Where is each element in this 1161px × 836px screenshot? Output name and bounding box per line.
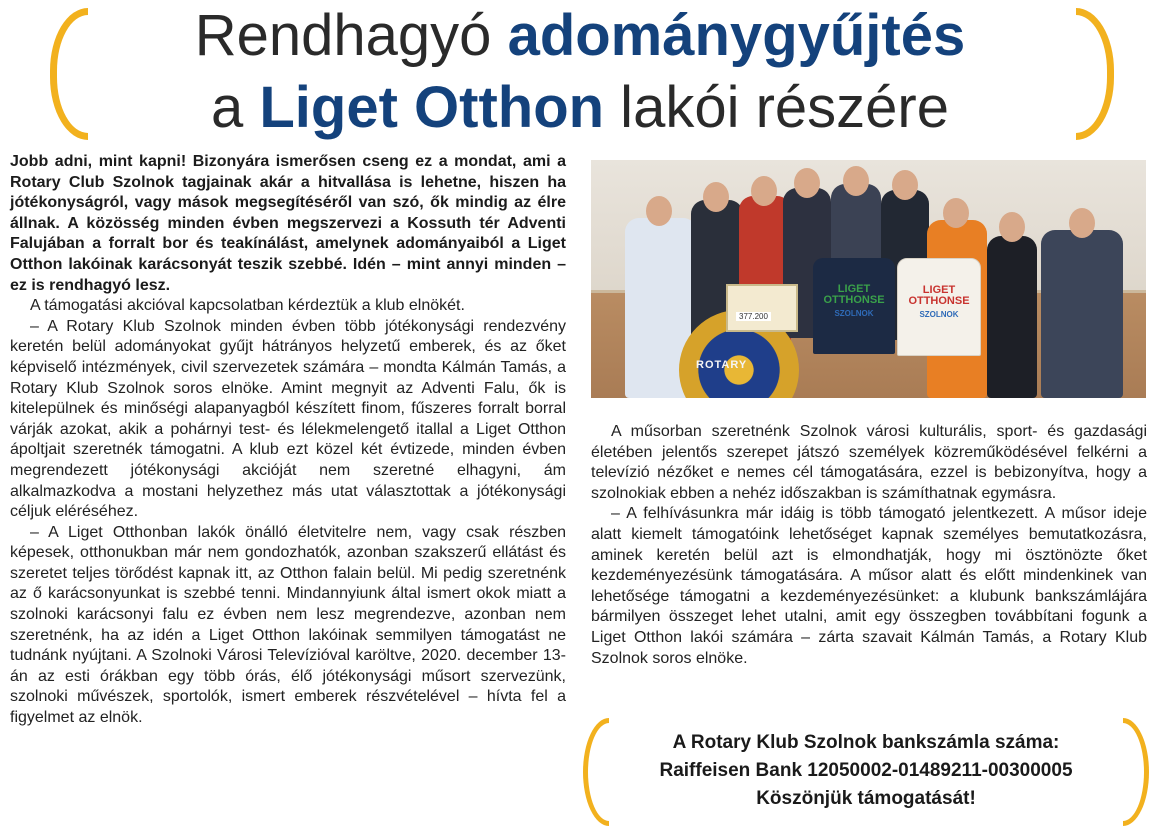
rotary-wheel-label: ROTARY xyxy=(696,359,748,371)
photo-person xyxy=(987,236,1037,398)
photo-person-head xyxy=(843,166,869,196)
shirt-text-line2: OTTHONSE xyxy=(908,295,970,307)
shirt-sub-text: SZOLNOK xyxy=(919,310,959,319)
lead-paragraph: Jobb adni, mint kapni! Bizonyára ismerősen cseng ez a mondat, ami a Rotary Club Szolnok tagjainak akár a hitvallása is lehetne, hiszen ha jótékonyságról, vagy mások megsegítéséről van szó, ők mindig az élre állnak. A közösség minden évben megszervezi a Kossuth tér Adventi Falujában a forralt bor és teakínálást, amelynek adományaiból a Liget Otthon lakóinak karácsonyát teszik szebbé. Idén – mint annyi minden – ez is rendhagyó lesz. xyxy=(10,153,566,294)
shirt-text-line1: LIGET xyxy=(837,283,871,295)
article-right-column xyxy=(591,422,1147,669)
headline-line1-normal: Rendhagyó xyxy=(194,3,508,68)
bank-thanks: Köszönjük támogatását! xyxy=(756,788,976,809)
headline-line2-end: lakói részére xyxy=(604,75,949,140)
article-left-column xyxy=(10,152,566,729)
headline-line-1 xyxy=(40,4,1120,68)
white-tshirt-print xyxy=(904,285,974,320)
photo-person-head xyxy=(703,182,729,212)
shirt-sub-text: SZOLNOK xyxy=(834,309,874,318)
body-paragraph: – A Rotary Klub Szolnok minden évben több jótékonysági rendezvény keretén belül adományokat gyűjt hátrányos helyzetű emberek, és az őket képviselő intézmények, civil szervezetek számára – mondta Kálmán Tamás, a Rotary Klub Szolnok soros elnöke. Amint megnyit az Adventi Falu, ők is kitelepülnek és minőségi alapanyagból készített finom, fűszeres forralt borral várják azokat, akik a pohárnyi test- és lélekmelengető itallal a Liget Otthon ápoltjait szeretnék támogatni. A klub ezt közel két évtizede, minden évben megrendezett jótékonysági akcióját nem szeretné elhagyni, ám alkalmazkodva a mostani helyzethez más utat választottak a jótékonysági céljuk eléréséhez. xyxy=(10,317,566,521)
white-tshirt xyxy=(897,258,981,356)
dark-tshirt xyxy=(813,258,895,354)
headline-line2-strong: Liget Otthon xyxy=(259,75,605,140)
photo-person-head xyxy=(646,196,672,226)
photo-person-head xyxy=(943,198,969,228)
photo-person-head xyxy=(1069,208,1095,238)
photo-person-head xyxy=(892,170,918,200)
headline xyxy=(40,0,1120,150)
photo-person-head xyxy=(794,168,820,198)
bank-account-box xyxy=(583,718,1149,826)
photo-person xyxy=(1041,230,1123,398)
photo-person-head xyxy=(751,176,777,206)
body-paragraph: – A Liget Otthonban lakók önálló életvitelre nem, vagy csak részben képesek, otthonukban már nem gondozhatók, azonban szakszerű ellátást és szeretet teljes törődést kapnak itt, az Otthon falain belül. Mi pedig szeretnénk az ő karácsonyunkat is szebbé tenni. Mindannyiunk által ismert okok miatt a szolnoki karácsonyi falu ez évben nem lesz megrendezve, azonban nem szeretnénk, ha az idén a Liget Otthon lakóinak semmilyen támogatást ne tudnánk nyújtani. A Szolnoki Városi Televízióval karöltve, 2020. december 13-án az esti órákban egy több órás, élő jótékonysági műsort szervezünk, szolnoki művészek, sportolók, ismert emberek részvételével – hívta fel a figyelmet az elnök. xyxy=(10,523,566,727)
headline-line-2 xyxy=(40,76,1120,140)
shirt-text-line1: LIGET xyxy=(922,284,956,296)
certificate-amount: 377.200 xyxy=(736,312,771,321)
shirt-text-line2: OTTHONSE xyxy=(823,294,885,306)
photo-person-head xyxy=(999,212,1025,242)
headline-line2-start: a xyxy=(211,75,260,140)
bank-account-number: Raiffeisen Bank 12050002-01489211-00300005 xyxy=(659,760,1073,781)
bank-account-title: A Rotary Klub Szolnok bankszámla száma: xyxy=(672,732,1060,753)
headline-line1-strong: adománygyűjtés xyxy=(507,3,966,68)
body-paragraph: – A felhívásunkra már idáig is több támogató jelentkezett. A műsor ideje alatt kiemelt támogatóink lehetőséget kapnak személyes bemutatkozásra, aminek keretén belül azt is elmondhatják, hogy mi ösztönözte őket kezdeményezésünk támogatására. A műsor alatt és előtt mindenkinek van lehetősége támogatni a kezdeményezésünket: a klubunk bankszámlájára bármilyen összeget lehet utalni, amit egy összegben továbbítani fogunk a Liget Otthon lakói számára – zárta szavait Kálmán Tamás, a Rotary Klub Szolnok soros elnöke. xyxy=(591,505,1147,667)
dark-tshirt-print xyxy=(819,284,889,319)
body-paragraph: A támogatási akcióval kapcsolatban kérdeztük a klub elnökét. xyxy=(30,297,465,315)
group-photo xyxy=(591,160,1146,398)
body-paragraph: A műsorban szeretnénk Szolnok városi kulturális, sport- és gazdasági életében jelentős szerepet játszó személyek közreműködésével felkérni a televízió nézőket e nemes cél támogatására, ezzel is bebizonyítva, hogy a szolnokiak ebben a nehéz időszakban is számíthatnak egymásra. xyxy=(591,423,1147,502)
donation-certificate xyxy=(726,284,798,332)
